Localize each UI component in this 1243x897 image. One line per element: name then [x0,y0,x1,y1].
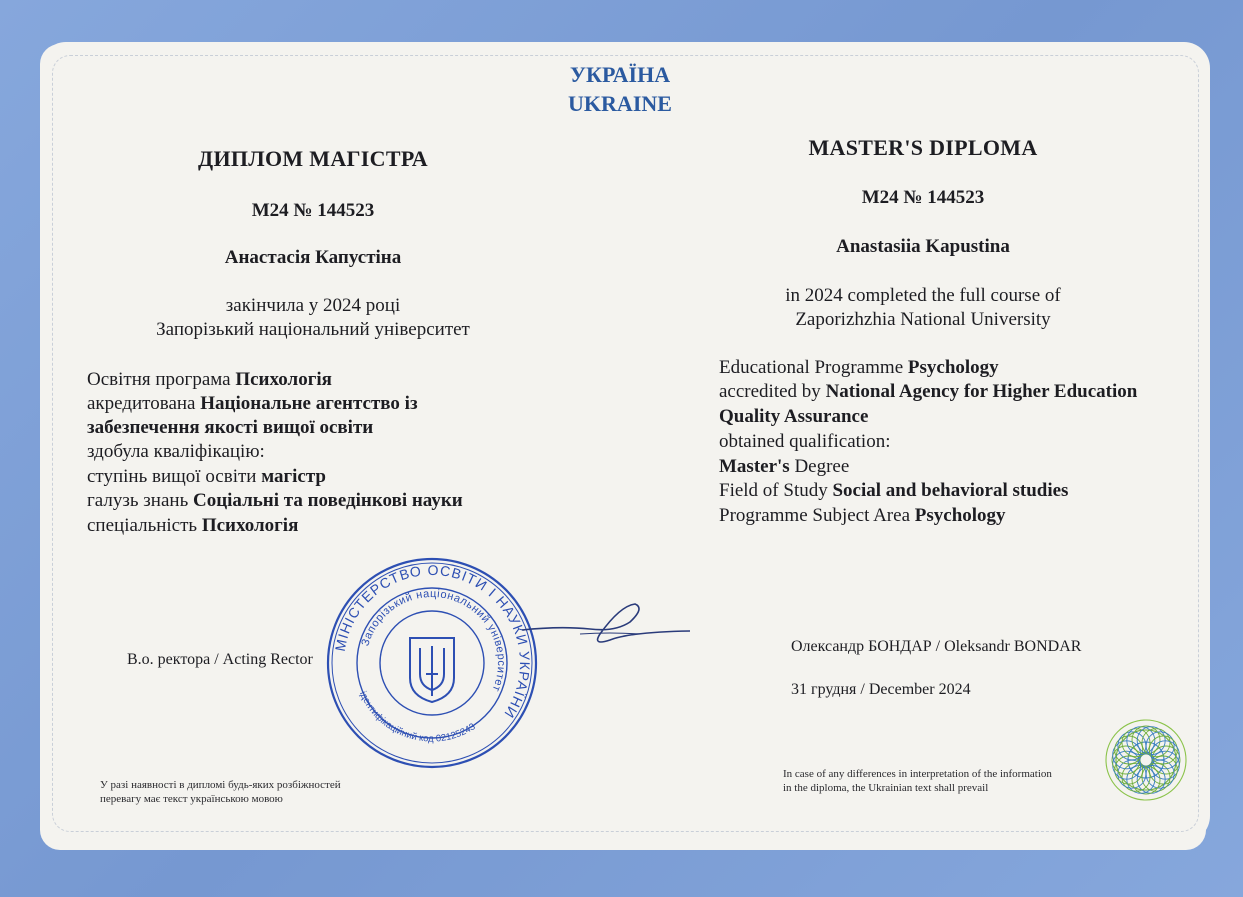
left-student-name: Анастасія Капустіна [224,247,402,268]
left-speciality-prefix: спеціальність [87,515,202,536]
left-accredited-prefix: акредитована [87,393,201,414]
left-agency-line2 [87,416,373,440]
university-seal [325,556,539,770]
seal-outer-text: МІНІСТЕРСТВО ОСВІТИ І НАУКИ УКРАЇНИ [331,561,534,722]
left-programme-line [87,368,332,392]
rector-name: Олександр БОНДАР / Oleksandr BONDAR [791,638,1082,655]
right-subject-prefix: Programme Subject Area [719,505,915,526]
left-footnote-line1: У разі наявності в дипломі будь-яких розбіжностей [100,779,341,791]
rector-signature [520,596,700,656]
right-footnote-line2: in the diploma, the Ukrainian text shall prevail [783,782,989,794]
left-programme: Психологія [235,369,332,390]
right-agency-line2 [719,405,868,429]
issue-date: 31 грудня / December 2024 [791,681,971,698]
left-university: Запорізький національний університет [156,319,470,340]
left-programme-prefix: Освітня програма [87,369,236,390]
left-agency-line1: Національне агентство із [200,393,418,414]
right-completed-line: in 2024 completed the full course of [785,285,1061,306]
left-speciality-line [87,514,298,538]
right-university: Zaporizhzhia National University [795,309,1051,330]
right-subject-line [719,504,1006,528]
left-field-prefix: галузь знань [87,490,193,511]
right-accredited-line [719,380,1137,404]
country-uk: УКРАЇНА [569,62,671,87]
country-header [520,60,720,118]
right-accredited-prefix: accredited by [719,381,826,402]
left-degree-line [87,465,326,489]
right-programme-line [719,356,999,380]
left-degree-prefix: ступінь вищої освіти [87,466,262,487]
right-obtained: obtained qualification: [719,431,891,452]
seal-inner-text: Запорізький національний університет [359,587,508,694]
right-programme-prefix: Educational Programme [719,357,908,378]
left-agency-line2-text: забезпечення якості вищої освіти [87,417,374,438]
right-degree-suffix: Degree [789,456,850,477]
right-agency-line1: National Agency for Higher Education [825,381,1138,402]
right-degree-line [719,455,849,479]
left-field-line [87,489,463,513]
left-accredited-line [87,392,418,416]
left-field: Соціальні та поведінкові науки [192,490,463,511]
rector-label: В.о. ректора / Acting Rector [127,651,313,668]
right-agency-line2-text: Quality Assurance [719,406,869,427]
svg-text:ідентифікаційний код 02125243 [357,690,478,745]
left-footnote [100,778,341,806]
left-degree: магістр [261,466,326,487]
right-diploma-number: M24 № 144523 [861,187,985,208]
right-student-name: Anastasiia Kapustina [836,236,1010,257]
right-footnote-line1: In case of any differences in interpretation of the information [783,768,1052,780]
left-diploma-number: M24 № 144523 [251,200,375,221]
right-field-line [719,479,1068,503]
seal-code-text: ідентифікаційний код 02125243 [356,689,478,745]
left-footnote-line2: перевагу має текст українською мовою [100,793,283,805]
left-obtained: здобула кваліфікацію: [87,441,265,462]
left-completed-line: закінчила у 2024 році [225,295,401,316]
left-title: ДИПЛОМ МАГІСТРА [198,146,428,171]
right-programme: Psychology [907,357,999,378]
trident-icon [410,638,454,702]
right-field: Social and behavioral studies [832,480,1069,501]
right-title: MASTER'S DIPLOMA [808,135,1038,160]
country-en: UKRAINE [568,91,672,116]
right-subject: Psychology [914,505,1006,526]
right-footnote [783,767,1052,795]
right-degree: Master's [719,456,790,477]
right-field-prefix: Field of Study [719,480,833,501]
left-speciality: Психологія [201,515,299,536]
rosette-icon [1104,718,1188,802]
